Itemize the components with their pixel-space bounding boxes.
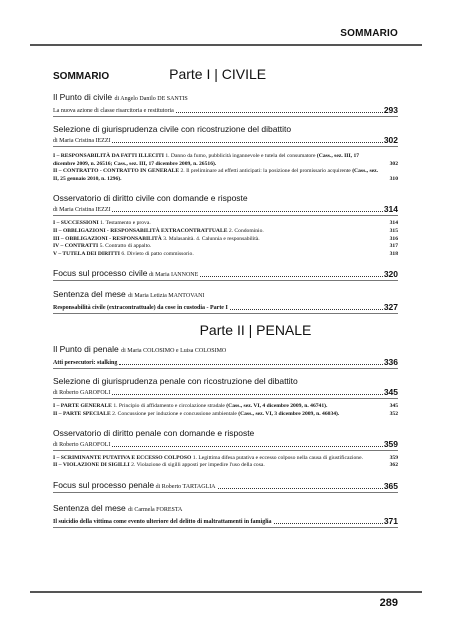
page-ref: 327 bbox=[383, 302, 398, 313]
section-heading: Focus sul processo penale bbox=[53, 479, 155, 490]
item-page: 315 bbox=[389, 227, 398, 234]
section-rule bbox=[53, 116, 398, 117]
section-author: di Roberto GAROFOLI bbox=[53, 441, 111, 448]
item-page: 316 bbox=[389, 235, 398, 242]
item-text: 2. Condominio. bbox=[227, 227, 264, 234]
section-rule bbox=[53, 313, 398, 314]
leader-dots bbox=[112, 394, 382, 395]
item-text: 2. Il preliminare ad effetti anticipati: la posizione del promissario acquirente bbox=[179, 168, 351, 175]
leader-dots bbox=[274, 523, 383, 524]
leader-dots bbox=[112, 211, 382, 212]
item-lead: II – OBBLIGAZIONI - RESPONSABILITÀ EXTRACONTRATTUALE bbox=[53, 227, 228, 234]
toc-item bbox=[53, 243, 398, 251]
page-ref: 365 bbox=[383, 480, 398, 491]
item-page: 345 bbox=[389, 403, 398, 410]
item-text: 6. Divieto di patto commissorio. bbox=[119, 250, 194, 257]
page-number: 289 bbox=[379, 597, 398, 609]
section-rule bbox=[53, 450, 398, 451]
section-author: di Roberto GAROFOLI bbox=[53, 390, 111, 397]
toc-section bbox=[53, 480, 398, 493]
item-page: 352 bbox=[389, 410, 398, 417]
item-page: 318 bbox=[389, 250, 398, 257]
section-heading: Osservatorio di diritto penale con domande e risposte bbox=[53, 427, 255, 438]
toc-item bbox=[53, 403, 398, 411]
section-heading: Il Punto di civile bbox=[53, 92, 113, 102]
item-page: 362 bbox=[389, 462, 398, 469]
entry-title: Responsabilità civile (extracontrattuale) da cose in custodia - Parte I bbox=[53, 305, 228, 312]
section-heading: Selezione di giurisprudenza civile con ricostruzione del dibattito bbox=[53, 124, 292, 134]
running-header: SOMMARIO bbox=[340, 28, 398, 39]
toc-item bbox=[53, 153, 398, 168]
toc-section bbox=[53, 289, 398, 314]
item-citation: (Cass., sez. VI, 4 dicembre 2009, n. 46741). bbox=[224, 403, 328, 410]
toc-section bbox=[53, 268, 398, 281]
section-rule bbox=[53, 368, 398, 369]
section-heading: Osservatorio di diritto civile con domande e risposte bbox=[53, 193, 248, 204]
leader-dots bbox=[112, 446, 382, 447]
section-author: di Maria Cristina IEZZI bbox=[53, 138, 111, 144]
item-citation: (Cass., sez. VI, 3 dicembre 2009, n. 46034). bbox=[236, 410, 340, 417]
item-text: 1. Testamento e prova. bbox=[98, 220, 151, 227]
toc-section bbox=[53, 193, 398, 258]
item-page: 314 bbox=[389, 220, 398, 227]
page-ref: 371 bbox=[383, 515, 398, 526]
item-lead: II – CONTRATTO - CONTRATTO IN GENERALE bbox=[53, 168, 180, 175]
page-ref: 336 bbox=[383, 357, 398, 368]
item-lead: III – OBBLIGAZIONI - RESPONSABILITÀ bbox=[53, 235, 162, 242]
toc-item bbox=[53, 411, 398, 419]
section-heading: Sentenza del mese bbox=[53, 502, 126, 513]
item-text: 1. Principio di affidamento e circolazione stradale bbox=[111, 403, 225, 410]
toc-item bbox=[53, 251, 398, 259]
toc-item bbox=[53, 455, 398, 463]
page-ref: 320 bbox=[383, 269, 398, 280]
section-rule bbox=[53, 146, 398, 147]
toc-item bbox=[53, 228, 398, 236]
section-author: di Maria Cristina IEZZI bbox=[53, 207, 111, 214]
item-lead: V – TUTELA DEI DIRITTI bbox=[53, 250, 120, 257]
section-heading: Il Punto di penale bbox=[53, 344, 119, 355]
page-ref: 302 bbox=[383, 135, 398, 145]
page-ref: 293 bbox=[383, 105, 398, 115]
toc-section bbox=[53, 344, 398, 369]
section-heading: Sentenza del mese bbox=[53, 289, 126, 300]
item-lead: I – PARTE GENERALE bbox=[53, 403, 112, 410]
footer-rule bbox=[30, 591, 422, 593]
section-author: di Maria COLOSIMO e Luisa COLOSIMO bbox=[121, 348, 227, 355]
item-page: 310 bbox=[389, 175, 398, 182]
toc-item bbox=[53, 220, 398, 228]
toc-section bbox=[53, 124, 398, 183]
section-author: di Maria IANNONE bbox=[148, 272, 199, 279]
header-rule bbox=[30, 44, 422, 46]
item-lead: I – RESPONSABILITÀ DA FATTI ILLECITI bbox=[53, 153, 164, 159]
toc-section bbox=[53, 376, 398, 418]
page-ref: 359 bbox=[383, 438, 398, 449]
item-text: 2. Concussione per induzione e concussione ambientale bbox=[110, 410, 237, 417]
toc-section bbox=[53, 92, 398, 117]
page-ref: 314 bbox=[383, 204, 398, 215]
leader-dots bbox=[230, 309, 383, 310]
section-heading: Focus sul processo civile bbox=[53, 268, 148, 279]
toc-item bbox=[53, 462, 398, 470]
toc-item bbox=[53, 168, 398, 183]
section-author: di Roberto TARTAGLIA bbox=[155, 483, 216, 490]
toc-section bbox=[53, 428, 398, 470]
leader-dots bbox=[119, 364, 382, 365]
item-lead: II – PARTE SPECIALE bbox=[53, 410, 111, 417]
leader-dots bbox=[176, 112, 383, 113]
leader-dots bbox=[200, 276, 383, 277]
part-2-title: Parte II | PENALE bbox=[199, 322, 312, 339]
entry-title: Atti persecutori: stalking bbox=[53, 360, 118, 367]
leader-dots bbox=[218, 488, 383, 489]
leader-dots bbox=[112, 142, 382, 143]
table-of-contents bbox=[53, 66, 398, 528]
section-heading: Selezione di giurisprudenza penale con ricostruzione del dibattito bbox=[53, 376, 298, 387]
entry-title: La nuova azione di classe risarcitoria e restitutoria bbox=[53, 108, 174, 114]
item-page: 359 bbox=[389, 454, 398, 461]
toc-item bbox=[53, 236, 398, 244]
section-rule bbox=[53, 492, 398, 493]
item-text: 3. Malasanità. 4. Calunnia e responsabilità. bbox=[161, 235, 260, 242]
section-author: di Angelo Danilo DE SANTIS bbox=[114, 96, 188, 102]
part-1-title: Parte I | CIVILE bbox=[169, 66, 267, 82]
item-page: 317 bbox=[389, 243, 398, 250]
section-rule bbox=[53, 215, 398, 216]
item-citation: (Cass., sez. III, 17 dicembre 2009, n. 26516; Cass., sez. III, 17 dicembre 2009, n. 26516). bbox=[53, 153, 360, 167]
item-lead: I – SCRIMINANTE PUTATIVA E ECCESSO COLPOSO bbox=[53, 454, 192, 461]
item-lead: II – VIOLAZIONE DI SIGILLI bbox=[53, 462, 130, 469]
item-lead: I – SUCCESSIONI bbox=[53, 220, 99, 227]
section-rule bbox=[53, 398, 398, 399]
page-ref: 345 bbox=[383, 387, 398, 398]
item-text: 1. Legittima difesa putativa e eccesso colposo nella causa di giustificazione. bbox=[191, 454, 363, 461]
item-lead: IV – CONTRATTI bbox=[53, 243, 99, 250]
item-citation: (Cass., sez. II, 25 gennaio 2010, n. 1296). bbox=[53, 168, 378, 182]
section-author: di Carmela FORESTA bbox=[128, 506, 183, 513]
section-rule bbox=[53, 280, 398, 281]
item-text: 5. Contratto di appalto. bbox=[98, 243, 152, 250]
item-page: 302 bbox=[389, 160, 398, 167]
toc-title: SOMMARIO bbox=[53, 71, 110, 82]
item-text: 2. Violazione di sigilli apposti per impedire l'uso della cosa. bbox=[129, 462, 265, 469]
entry-title: Il suicidio della vittima come evento ulteriore del delitto di maltrattamenti in famiglia bbox=[53, 518, 272, 525]
toc-section bbox=[53, 503, 398, 528]
item-text: 1. Danno da fumo, pubblicità ingannevole e tutela del consumatore bbox=[163, 153, 316, 159]
section-author: di Maria Letizia MANTOVANI bbox=[128, 293, 205, 300]
section-rule bbox=[53, 527, 398, 528]
